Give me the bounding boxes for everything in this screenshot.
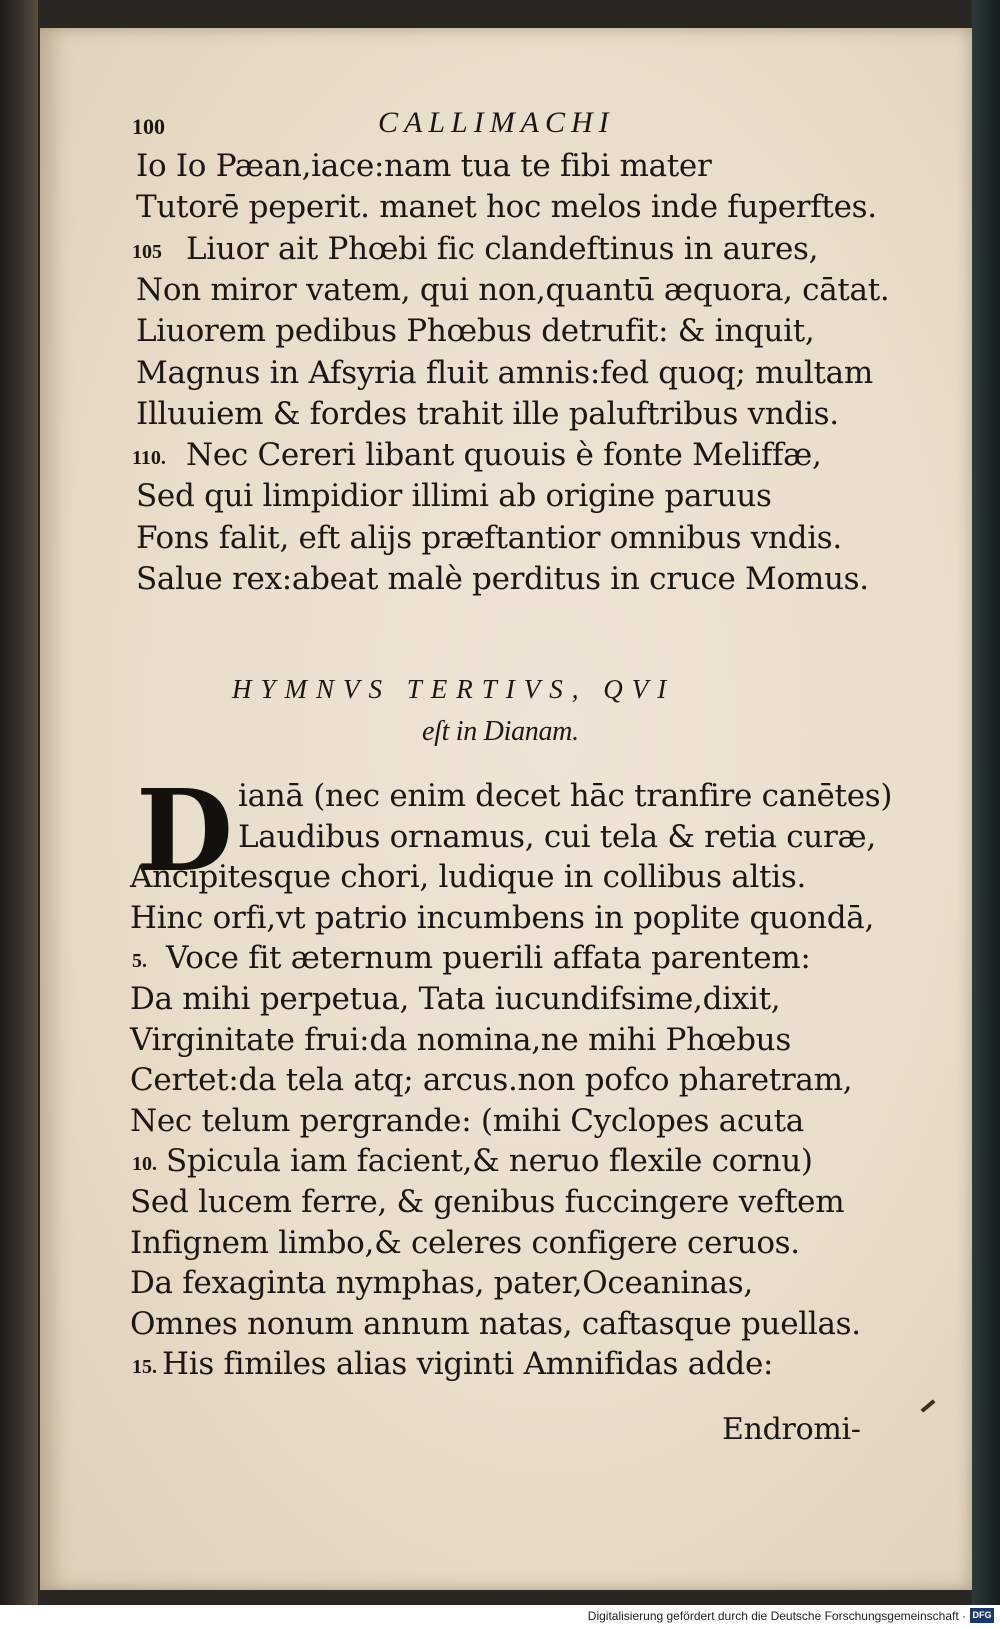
verse-line: Laudibus ornamus, cui tela & retia curæ,: [238, 818, 876, 855]
line-number: 110.: [132, 447, 166, 470]
running-title: CALLIMACHI: [378, 106, 615, 139]
book-binding-right: [972, 0, 1000, 1605]
verse-line: Non miror vatem, qui non,quantū æquora, cātat.: [136, 271, 890, 308]
verse-line: Tutorē peperit. manet hoc melos inde fuperftes.: [136, 189, 877, 226]
verse-line: Liuorem pedibus Phœbus detrufit: & inquit,: [136, 313, 815, 350]
verse-line: Certet:da tela atq; arcus.non pofco pharetram,: [130, 1062, 853, 1099]
verse-line: Io Io Pæan,iace:nam tua te fibi mater: [136, 148, 712, 184]
verse-line: Sed qui limpidior illimi ab origine paruus: [136, 478, 772, 515]
verse-line: Sed lucem ferre, & genibus fuccingere veftem: [130, 1184, 845, 1220]
verse-line: Magnus in Afsyria fluit amnis:fed quoq; multam: [136, 354, 873, 391]
verse-line: Voce fit æternum puerili affata parentem:: [166, 940, 811, 977]
hymn-three-title-line2: eſt in Dianam.: [422, 716, 579, 747]
hymn-three-title-line1: HYMNVS TERTIVS, QVI: [232, 674, 676, 704]
line-number: 105: [132, 240, 162, 263]
book-page: [40, 28, 972, 1590]
verse-line: Ancipitesque chori, ludique in collibus altis.: [130, 859, 806, 896]
verse-line: Virginitate frui:da nomina,ne mihi Phœbus: [130, 1021, 791, 1058]
catchword: Endromi-: [722, 1412, 861, 1447]
book-binding-left: [0, 0, 38, 1605]
verse-line: ianā (nec enim decet hāc tranfire canētes): [238, 778, 893, 814]
verse-line: Omnes nonum annum natas, caftasque puellas.: [130, 1305, 861, 1342]
dfg-logo: DFG: [970, 1608, 994, 1623]
ink-mark: [921, 1399, 936, 1412]
verse-line: Salue rex:abeat malè perditus in cruce Momus.: [136, 561, 869, 597]
verse-line: Infignem limbo,& celeres configere ceruos.: [130, 1224, 800, 1261]
verse-line: Da mihi perpetua, Tata iucundifsime,dixit,: [130, 981, 781, 1017]
line-number: 5.: [132, 950, 147, 973]
verse-line: Illuuiem & fordes trahit ille paluftribus vndis.: [136, 395, 839, 432]
verse-line: Nec Cereri libant quouis è fonte Meliffæ,: [186, 437, 822, 474]
line-number: 15.: [132, 1356, 157, 1379]
verse-line: Nec telum pergrande: (mihi Cyclopes acuta: [130, 1102, 804, 1139]
footer-credit: Digitalisierung gefördert durch die Deutsche Forschungsgemeinschaft ·: [587, 1609, 966, 1623]
verse-line: Liuor ait Phœbi fic clandeftinus in aures,: [186, 230, 819, 267]
verse-line: His fimiles alias viginti Amnifidas adde:: [162, 1346, 774, 1383]
drop-cap: D: [136, 766, 234, 897]
verse-line: Da fexaginta nymphas, pater,Oceaninas,: [130, 1265, 753, 1302]
line-number: 10.: [132, 1153, 157, 1176]
verse-line: Hinc orfi,vt patrio incumbens in poplite quondā,: [130, 899, 875, 936]
verse-line: Spicula iam facient,& neruo flexile cornu): [166, 1143, 813, 1180]
page-number: 100: [132, 114, 165, 139]
verse-line: Fons falit, eft alijs præftantior omnibus vndis.: [136, 519, 842, 556]
